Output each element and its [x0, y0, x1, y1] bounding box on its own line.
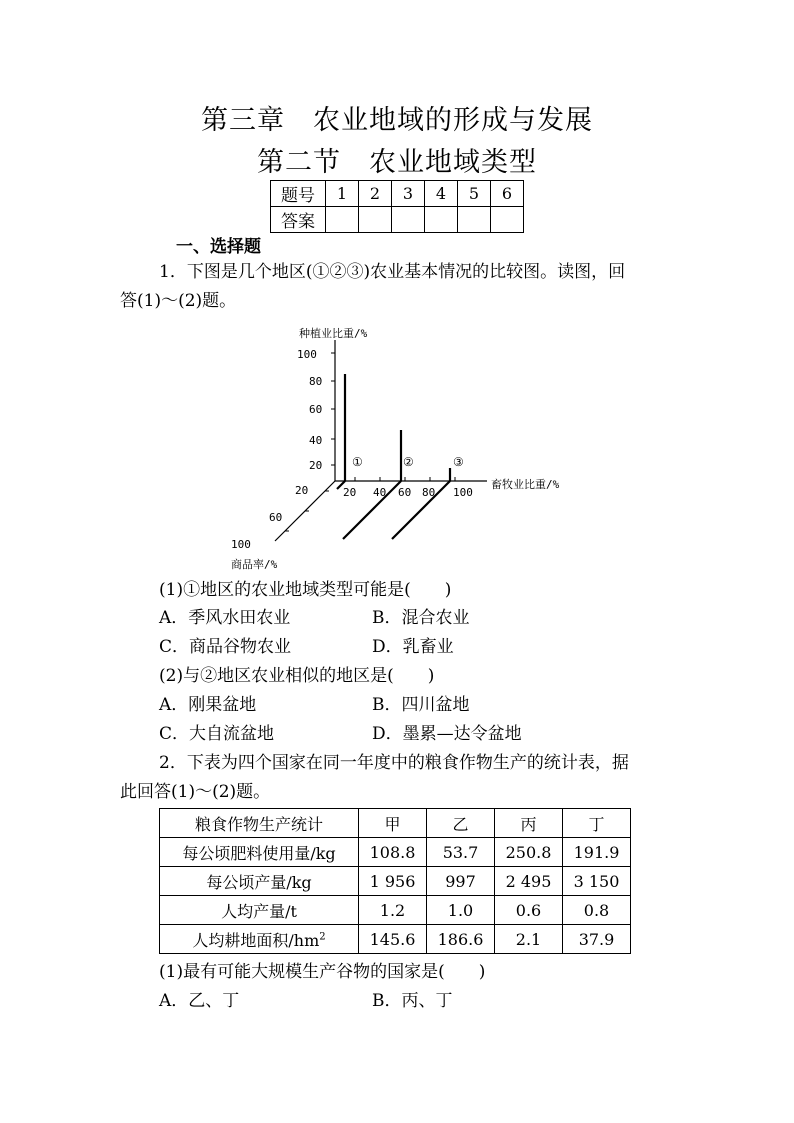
table-row-label: [160, 925, 359, 954]
chapter-label: 第三章: [201, 105, 285, 136]
answer-cell[interactable]: [392, 207, 425, 233]
q1-sub2-stem: (2)与②地区农业相似的地区是( ): [159, 666, 435, 686]
row-label-text: 人均耕地面积/hm: [192, 930, 320, 950]
answer-cell[interactable]: [425, 207, 458, 233]
table-row-label: 人均产量/t: [160, 896, 359, 925]
q1-sub2-option-d[interactable]: D．墨累—达令盆地: [372, 724, 522, 744]
table-cell: 3 150: [563, 867, 631, 896]
q1-stem-line1: 1．下图是几个地区(①②③)农业基本情况的比较图。读图，回: [159, 262, 626, 282]
marker-region-3: ③: [453, 455, 464, 469]
answer-cell[interactable]: [359, 207, 392, 233]
z-tick: 60: [269, 511, 283, 524]
answer-table-number-row: [271, 181, 524, 207]
answer-header: 答案: [271, 207, 326, 233]
x-tick: 60: [398, 486, 412, 499]
marker-region-2: ②: [403, 455, 414, 469]
table-cell: 53.7: [427, 838, 495, 867]
section-title: [0, 140, 794, 179]
question-number: 4: [425, 181, 458, 207]
answer-cell[interactable]: [458, 207, 491, 233]
chapter-name: 农业地域的形成与发展: [313, 105, 593, 136]
table-cell: 2 495: [495, 867, 563, 896]
table-row: [160, 867, 631, 896]
q1-sub1-option-d[interactable]: D．乳畜业: [372, 637, 454, 657]
table-cell: 997: [427, 867, 495, 896]
table-header-row: [160, 809, 631, 838]
chapter-title: [0, 98, 794, 137]
answer-table: [270, 180, 524, 233]
answer-cell[interactable]: [491, 207, 524, 233]
q1-sub2-option-c[interactable]: C．大自流盆地: [159, 724, 275, 744]
q1-sub1-option-a[interactable]: A．季风水田农业: [159, 608, 291, 628]
x-tick: 80: [422, 486, 436, 499]
x-tick: 40: [373, 486, 387, 499]
table-cell: 145.6: [359, 925, 427, 954]
question-number: 6: [491, 181, 524, 207]
table-row: [160, 896, 631, 925]
question-number: 5: [458, 181, 491, 207]
y-tick: 100: [297, 348, 317, 361]
z-tick: 20: [295, 484, 309, 497]
table-cell: 186.6: [427, 925, 495, 954]
z-axis-label: 商品率/%: [231, 558, 278, 571]
q2-stem-line1: 2．下表为四个国家在同一年度中的粮食作物生产的统计表，据: [159, 753, 629, 773]
table-cell: 1.0: [427, 896, 495, 925]
q1-stem-line2: 答(1)～(2)题。: [120, 291, 237, 311]
y-tick: 80: [309, 375, 323, 388]
y-tick: 20: [309, 459, 323, 472]
table-header-cell: 乙: [427, 809, 495, 838]
q1-sub1-option-b[interactable]: B．混合农业: [372, 608, 470, 628]
q2-stem-line2: 此回答(1)～(2)题。: [120, 782, 271, 802]
grain-statistics-table: [159, 808, 631, 954]
y-axis-label: 种植业比重/%: [299, 327, 368, 340]
section-label: 第二节: [257, 147, 341, 178]
table-cell: 0.6: [495, 896, 563, 925]
table-row: [160, 925, 631, 954]
marker-region-1: ①: [352, 455, 363, 469]
y-tick: 40: [309, 434, 323, 447]
question-number: 1: [326, 181, 359, 207]
unit-superscript: 2: [319, 931, 326, 943]
q1-sub2-option-a[interactable]: A．刚果盆地: [159, 695, 257, 715]
table-row-label: 每公顷产量/kg: [160, 867, 359, 896]
table-cell: 191.9: [563, 838, 631, 867]
q1-sub1-option-c[interactable]: C．商品谷物农业: [159, 637, 292, 657]
q1-sub2-option-b[interactable]: B．四川盆地: [372, 695, 470, 715]
table-header-cell: 丁: [563, 809, 631, 838]
x-tick: 100: [453, 486, 473, 499]
table-cell: 2.1: [495, 925, 563, 954]
x-tick: 20: [343, 486, 357, 499]
table-row: [160, 838, 631, 867]
q2-sub1-option-a[interactable]: A．乙、丁: [159, 991, 240, 1011]
table-cell: 108.8: [359, 838, 427, 867]
answer-table-answer-row: [271, 207, 524, 233]
table-cell: 0.8: [563, 896, 631, 925]
table-header-cell: 甲: [359, 809, 427, 838]
table-cell: 250.8: [495, 838, 563, 867]
table-row-label: 每公顷肥料使用量/kg: [160, 838, 359, 867]
table-header-cell: 粮食作物生产统计: [160, 809, 359, 838]
q2-sub1-stem: (1)最有可能大规模生产谷物的国家是( ): [159, 962, 486, 982]
agriculture-3d-chart: [225, 318, 585, 578]
question-number: 2: [359, 181, 392, 207]
answer-cell[interactable]: [326, 207, 359, 233]
question-number-header: 题号: [271, 181, 326, 207]
table-header-cell: 丙: [495, 809, 563, 838]
x-axis-label: 畜牧业比重/%: [491, 478, 560, 491]
table-cell: 1 956: [359, 867, 427, 896]
question-number: 3: [392, 181, 425, 207]
q2-sub1-option-b[interactable]: B．丙、丁: [372, 991, 453, 1011]
section-heading: 一、选择题: [176, 237, 261, 257]
y-tick: 60: [309, 403, 323, 416]
table-cell: 1.2: [359, 896, 427, 925]
z-tick: 100: [231, 538, 251, 551]
section-name: 农业地域类型: [369, 147, 537, 178]
q1-sub1-stem: (1)①地区的农业地域类型可能是( ): [159, 580, 452, 600]
table-cell: 37.9: [563, 925, 631, 954]
